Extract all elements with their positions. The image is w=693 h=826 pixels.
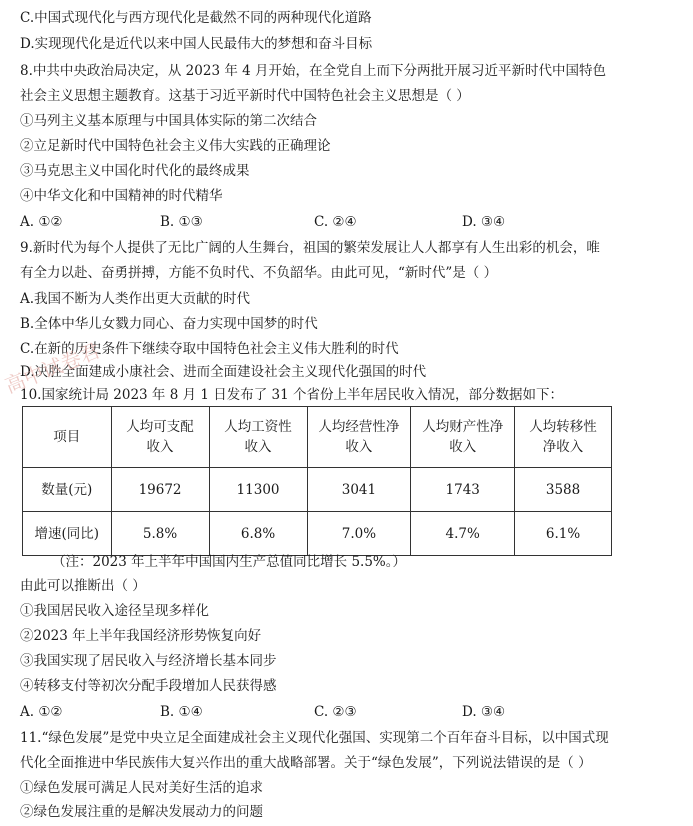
header-item: 项目 bbox=[23, 407, 112, 468]
income-table bbox=[22, 406, 612, 556]
q8-choice-b: B. ①③ bbox=[160, 214, 203, 230]
q10-choice-b: B. ①④ bbox=[160, 704, 203, 720]
q10-choice-c: C. ②③ bbox=[314, 704, 357, 720]
table-cell: 6.8% bbox=[209, 512, 307, 556]
q8-choices bbox=[20, 212, 680, 232]
q9-stem-line1: 9.新时代为每个人提供了无比广阔的人生舞台，祖国的繁荣发展让人人都享有人生出彩的机会，唯 bbox=[20, 240, 600, 256]
q9-option-c: C.在新的历史条件下继续夺取中国特色社会主义伟大胜利的时代 bbox=[20, 341, 399, 357]
q10-choices bbox=[20, 702, 680, 722]
q10-choice-a: A. ①② bbox=[20, 704, 63, 720]
table-note: （注：2023 年上半年中国国内生产总值同比增长 5.5%。） bbox=[52, 554, 406, 570]
row-label: 增速(同比) bbox=[23, 512, 112, 556]
q8-choice-a: A. ①② bbox=[20, 214, 63, 230]
table-cell: 5.8% bbox=[111, 512, 209, 556]
table-cell: 1743 bbox=[411, 468, 515, 512]
q10-choice-d: D. ③④ bbox=[462, 704, 506, 720]
q10-statement-3: ③我国实现了居民收入与经济增长基本同步 bbox=[20, 653, 277, 669]
table-cell: 4.7% bbox=[411, 512, 515, 556]
header-disposable: 人均可支配 收入 bbox=[111, 407, 209, 468]
q9-option-a: A.我国不断为人类作出更大贡献的时代 bbox=[20, 291, 251, 307]
table-header-row bbox=[23, 407, 612, 468]
table-row-amount bbox=[23, 468, 612, 512]
q7-option-c: C.中国式现代化与西方现代化是截然不同的两种现代化道路 bbox=[20, 10, 372, 26]
q9-option-d: D.决胜全面建成小康社会、进而全面建设社会主义现代化强国的时代 bbox=[20, 364, 427, 380]
q11-stem-line1: 11.“绿色发展”是党中央立足全面建成社会主义现代化强国、实现第二个百年奋斗目标，以中国式现 bbox=[20, 730, 609, 746]
q8-stem-line2: 社会主义思想主题教育。这基于习近平新时代中国特色社会主义思想是（ ） bbox=[20, 88, 470, 104]
q9-stem-line2: 有全力以赴、奋勇拼搏，方能不负时代、不负韶华。由此可见，“新时代”是（ ） bbox=[20, 265, 498, 281]
table-cell: 6.1% bbox=[515, 512, 612, 556]
q8-statement-3: ③马克思主义中国化时代化的最终成果 bbox=[20, 163, 250, 179]
table-cell: 3041 bbox=[307, 468, 411, 512]
q10-statement-2: ②2023 年上半年我国经济形势恢复向好 bbox=[20, 628, 262, 644]
q8-statement-1: ①马列主义基本原理与中国具体实际的第二次结合 bbox=[20, 113, 317, 129]
q8-stem-line1: 8.中共中央政治局决定，从 2023 年 4 月开始，在全党自上而下分两批开展习近平新时代中国特色 bbox=[20, 63, 606, 79]
table-cell: 3588 bbox=[515, 468, 612, 512]
table-cell: 19672 bbox=[111, 468, 209, 512]
row-label: 数量(元) bbox=[23, 468, 112, 512]
q11-statement-2: ②绿色发展注重的是解决发展动力的问题 bbox=[20, 804, 263, 820]
q8-choice-c: C. ②④ bbox=[314, 214, 357, 230]
q7-option-d: D.实现现代化是近代以来中国人民最伟大的梦想和奋斗目标 bbox=[20, 36, 373, 52]
table-cell: 7.0% bbox=[307, 512, 411, 556]
q8-statement-2: ②立足新时代中国特色社会主义伟大实践的正确理论 bbox=[20, 138, 331, 154]
watermark-stamp: 高中试卷君 bbox=[1, 338, 104, 398]
q8-statement-4: ④中华文化和中国精神的时代精华 bbox=[20, 188, 223, 204]
header-transfer: 人均转移性 净收入 bbox=[515, 407, 612, 468]
q10-statement-4: ④转移支付等初次分配手段增加人民获得感 bbox=[20, 678, 277, 694]
q11-statement-1: ①绿色发展可满足人民对美好生活的追求 bbox=[20, 780, 263, 796]
header-wage: 人均工资性 收入 bbox=[209, 407, 307, 468]
q10-statement-1: ①我国居民收入途径呈现多样化 bbox=[20, 603, 209, 619]
q9-option-b: B.全体中华儿女戮力同心、奋力实现中国梦的时代 bbox=[20, 316, 318, 332]
header-property: 人均财产性净 收入 bbox=[411, 407, 515, 468]
table-row-growth bbox=[23, 512, 612, 556]
q10-stem: 10.国家统计局 2023 年 8 月 1 日发布了 31 个省份上半年居民收入情况，部分数据如下： bbox=[20, 387, 564, 403]
q8-choice-d: D. ③④ bbox=[462, 214, 506, 230]
q11-stem-line2: 代化全面推进中华民族伟大复兴作出的重大战略部署。关于“绿色发展”，下列说法错误的是（ ） bbox=[20, 755, 592, 771]
table-cell: 11300 bbox=[209, 468, 307, 512]
q10-question: 由此可以推断出（ ） bbox=[20, 578, 146, 594]
header-business: 人均经营性净 收入 bbox=[307, 407, 411, 468]
